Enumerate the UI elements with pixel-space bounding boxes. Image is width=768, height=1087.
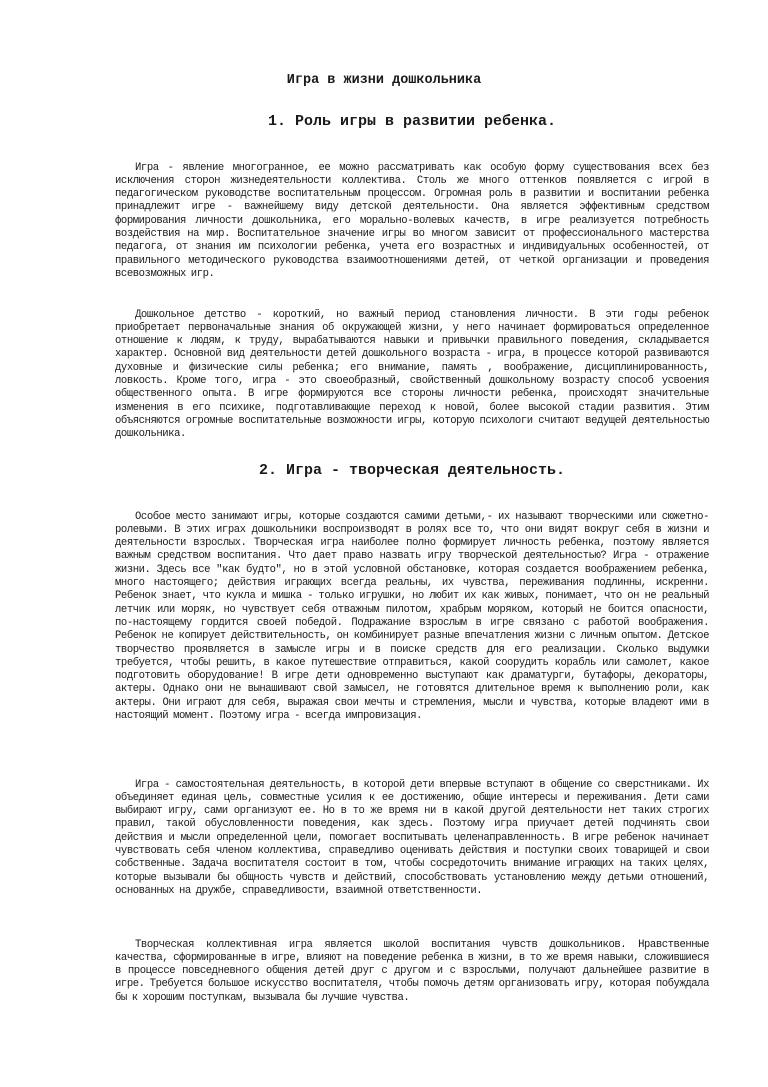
paragraph: Игра - самостоятельная деятельность, в которой дети впервые вступают в общение со сверстниками. Их объединяет единая цель, совместные усилия к ее достижению, общие интересы и переживания. Дети сами выбирают игру, сами организуют ее. Но в то же время ни в какой другой деятельности нет таких строгих правил, такой обусловленности поведения, как здесь. Поэтому игра приучает детей подчинять свои действия и мысли определенной цели, помогает воспитывать целенаправленность. В игре ребенок начинает чувствовать себя членом коллектива, справедливо оценивать действия и поступки своих товарищей и свои собственные. Задача воспитателя состоит в том, чтобы сосредоточить внимание играющих на таких целях, которые вызывали бы общность чувств и действий, способствовать установлению между детьми отношений, основанных на дружбе, справедливости, взаимной ответственности. xyxy=(115,778,709,897)
paragraph: Дошкольное детство - короткий, но важный период становления личности. В эти годы ребенок приобретает первоначальные знания об окружающей жизни, у него начинает формироваться определенное отношение к людям, к труду, вырабатываются навыки и привычки правильного поведения, складывается характер. Основной вид деятельности детей дошкольного возраста - игра, в процессе которой развиваются духовные и физические силы ребенка; его внимание, память , воображение, дисциплинированность, ловкость. Кроме того, игра - это своеобразный, свойственный дошкольному возрасту способ усвоения общественного опыта. В игре формируются все стороны личности ребенка, происходят значительные изменения в его психике, подготавливающие переход к новой, более высокой стадии развития. Этим объясняются огромные воспитательные возможности игры, которую психологи считают ведущей деятельностью дошкольника. xyxy=(115,308,709,441)
paragraph: Игра - явление многогранное, ее можно рассматривать как особую форму существования всех без исключения сторон жизнедеятельности коллектива. Столь же много оттенков появляется с игрой в педагогическом руководстве воспитательным процессом. Огромная роль в развитии и воспитании ребенка принадлежит игре - важнейшему виду детской деятельности. Она является эффективным средством формирования личности дошкольника, его морально-волевых качеств, в игре реализуется потребность воздействия на мир. Воспитательное значение игры во многом зависит от профессионального мастерства педагога, от знания им психологии ребенка, учета его возрастных и индивидуальных особенностей, от правильного методического руководства взаимоотношениями детей, от четкой организации и проведения всевозможных игр. xyxy=(115,161,709,280)
paragraph: Творческая коллективная игра является школой воспитания чувств дошкольников. Нравственные качества, сформированные в игре, влияют на поведение ребенка в жизни, в то же время навыки, сложившиеся в процессе повседневного общения детей друг с другом и с взрослыми, получают дальнейшее развитие в игре. Требуется большое искусство воспитателя, чтобы помочь детям организовать игру, которая побуждала бы к хорошим поступкам, вызывала бы лучшие чувства. xyxy=(115,938,709,1004)
section-heading-2: 2. Игра - творческая деятельность. xyxy=(258,462,566,479)
section-heading-1: 1. Роль игры в развитии ребенка. xyxy=(267,113,557,130)
document-title: Игра в жизни дошкольника xyxy=(286,73,482,88)
paragraph: Особое место занимают игры, которые создаются самими детьми,- их называют творческими или сюжетно-ролевыми. В этих играх дошкольники воспроизводят в ролях все то, что они видят вокруг себя в жизни и деятельности взрослых. Творческая игра наиболее полно формирует личность ребенка, поэтому является важным средством воспитания. Что дает право назвать игру творческой деятельностью? Игра - отражение жизни. Здесь все "как будто", но в этой условной обстановке, которая создается воображением ребенка, много настоящего; действия играющих всегда реальны, их чувства, переживания подлинны, искренни. Ребенок знает, что кукла и мишка - только игрушки, но любит их как живых, понимает, что он не реальный летчик или моряк, но чувствует себя отважным пилотом, храбрым моряком, который не боится опасности, по-настоящему гордится своей победой. Подражание взрослым в игре связано с работой воображения. Ребенок не копирует действительность, он комбинирует разные впечатления жизни с личным опытом. Детское творчество проявляется в замысле игры и в поиске средств для его реализации. Сколько выдумки требуется, чтобы решить, в какое путешествие отправиться, какой соорудить корабль или самолет, какое подготовить оборудование! В игре дети одновременно выступают как драматурги, бутафоры, декораторы, актеры. Однако они не вынашивают свой замысел, не готовятся длительное время к выполнению роли, как актеры. Они играют для себя, выражая свои мечты и стремления, мысли и чувства, которые владеют ими в настоящий момент. Поэтому игра - всегда импровизация. xyxy=(115,510,709,723)
